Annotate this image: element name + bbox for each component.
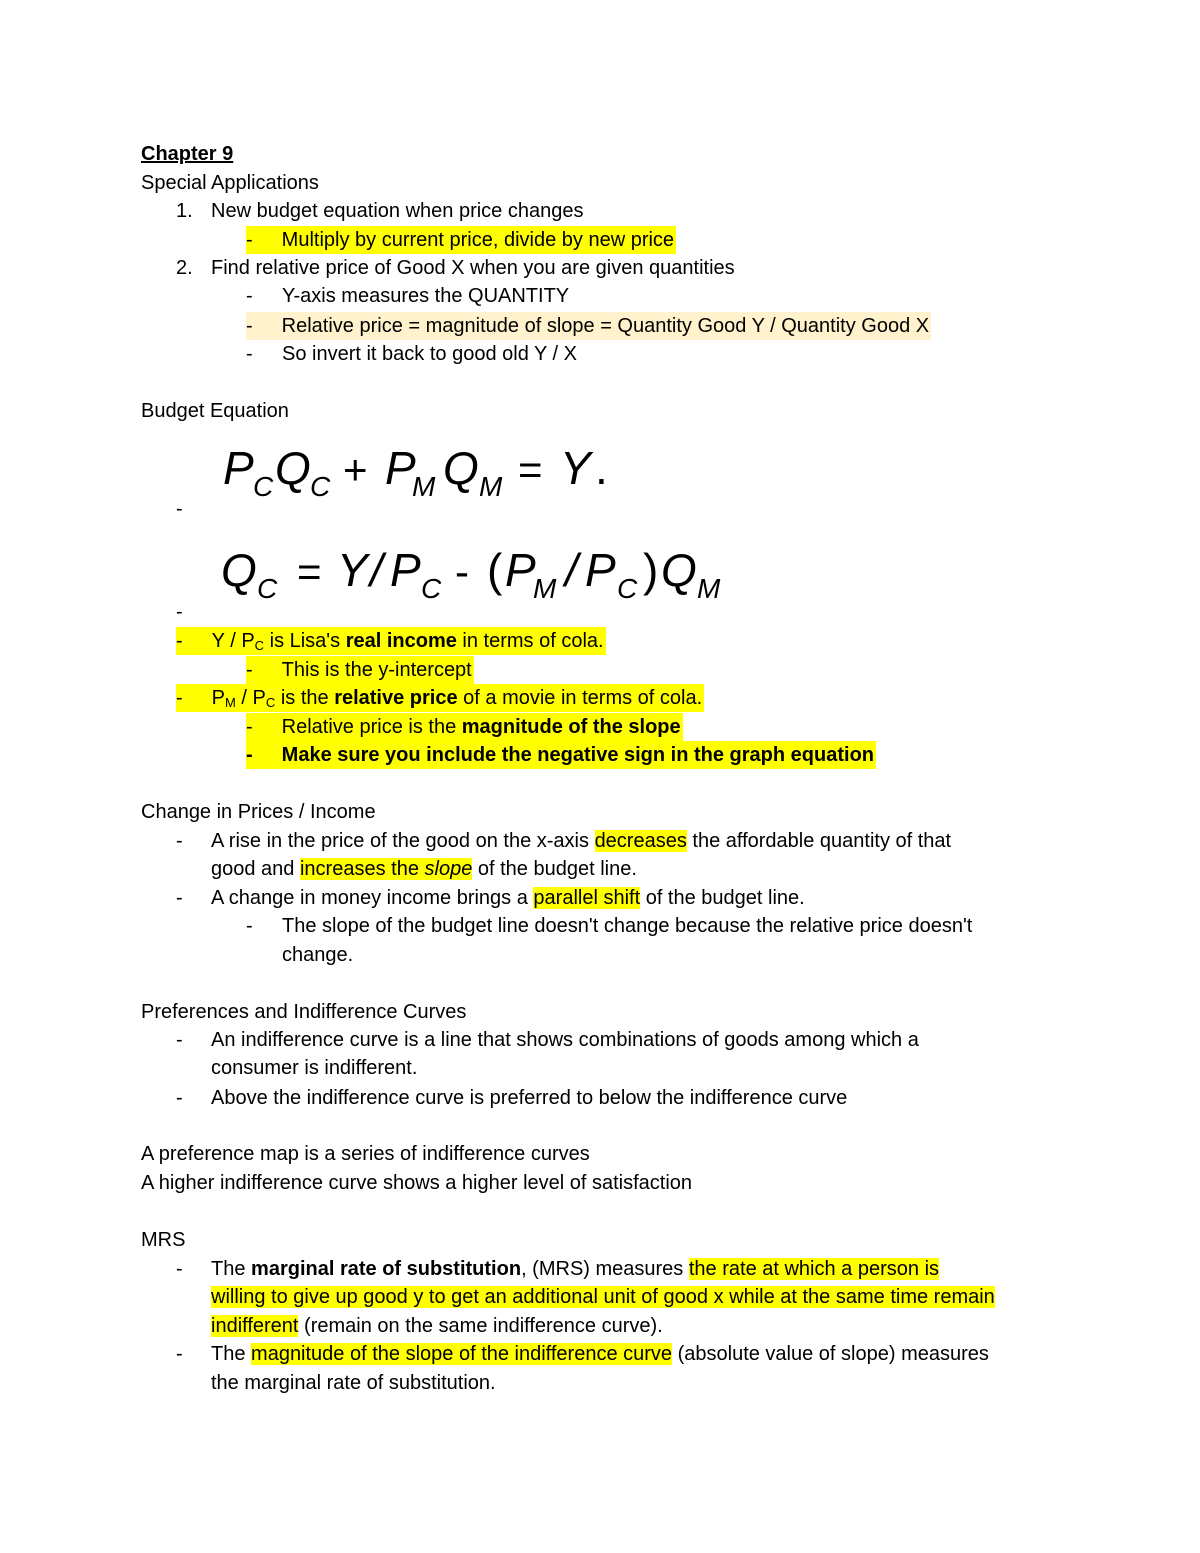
eq-symbol-y: Y — [337, 544, 368, 596]
sub-item-text: Relative price = magnitude of slope = Quantity Good Y / Quantity Good X — [281, 315, 930, 337]
change-heading: Change in Prices / Income — [141, 801, 376, 823]
highlighted-sub-item: - Make sure you include the negative sign in the graph equation — [246, 741, 876, 769]
eq-equals: = — [297, 548, 322, 595]
eq-symbol-p: P — [390, 544, 421, 596]
chapter-title: Chapter 9 — [141, 143, 234, 165]
eq-symbol-p: P — [385, 442, 416, 494]
eq-subscript-m: M — [697, 573, 721, 604]
eq-symbol-p: P — [585, 544, 616, 596]
dash-marker: - — [176, 498, 183, 520]
dash-marker: - — [176, 630, 183, 652]
dash-marker: - — [246, 915, 253, 937]
bullet-text-continued: consumer is indifferent. — [211, 1057, 418, 1079]
eq-dot: . — [595, 442, 608, 494]
bullet-text-continued: willing to give up good y to get an additional unit of good x while at the same time remain — [211, 1286, 995, 1308]
paragraph: A higher indifference curve shows a higher level of satisfaction — [141, 1172, 693, 1194]
eq-slash: / — [565, 544, 578, 596]
eq-subscript-c: C — [257, 573, 278, 604]
eq-slash: / — [370, 544, 383, 596]
dash-marker: - — [246, 315, 253, 337]
highlighted-sub-item — [246, 226, 676, 254]
dash-marker: - — [176, 601, 183, 623]
eq-subscript-c: C — [310, 471, 331, 502]
eq-symbol-p: P — [223, 442, 254, 494]
bullet-text-continued: good and increases the slope of the budget line. — [211, 858, 637, 880]
bullet-text: The magnitude of the slope of the indifference curve (absolute value of slope) measures — [211, 1343, 989, 1365]
bullet-text: A rise in the price of the good on the x-axis decreases the affordable quantity of that — [211, 830, 952, 852]
dash-marker: - — [176, 887, 183, 909]
mrs-heading: MRS — [141, 1229, 186, 1251]
dash-marker: - — [176, 1087, 183, 1109]
dash-marker: - — [246, 285, 253, 307]
bullet-text: A change in money income brings a parallel shift of the budget line. — [211, 887, 805, 909]
dash-marker: - — [246, 659, 253, 681]
eq-symbol-y: Y — [560, 442, 591, 494]
sub-item: So invert it back to good old Y / X — [282, 343, 577, 365]
eq-subscript-c: C — [421, 573, 442, 604]
sub-item: Y-axis measures the QUANTITY — [282, 285, 570, 307]
bullet-text: The marginal rate of substitution, (MRS) measures the rate at which a person is — [211, 1258, 940, 1280]
eq-plus: + — [343, 446, 368, 493]
dash-marker: - — [176, 1258, 183, 1280]
preferences-heading: Preferences and Indifference Curves — [141, 1001, 467, 1023]
dash-marker: - — [246, 716, 253, 738]
eq-subscript-m: M — [533, 573, 557, 604]
eq-symbol-q: Q — [661, 544, 697, 596]
eq-subscript-c: C — [617, 573, 638, 604]
dash-marker: - — [246, 343, 253, 365]
eq-symbol-q: Q — [275, 442, 311, 494]
sub-item-text: Multiply by current price, divide by new price — [281, 229, 675, 251]
eq-close-paren: ) — [643, 544, 659, 596]
highlighted-sub-item: - Relative price is the magnitude of the slope — [246, 713, 683, 741]
paragraph: A preference map is a series of indifference curves — [141, 1143, 590, 1165]
dash-marker: - — [176, 830, 183, 852]
list-item: New budget equation when price changes — [211, 200, 584, 222]
bullet-text: Above the indifference curve is preferred to below the indifference curve — [211, 1087, 848, 1109]
dash-marker: - — [246, 229, 253, 251]
eq-subscript-c: C — [253, 471, 274, 502]
eq-open-paren: ( — [487, 544, 503, 596]
eq-symbol-p: P — [505, 544, 536, 596]
bullet-text-continued: the marginal rate of substitution. — [211, 1372, 496, 1394]
eq-equals: = — [518, 446, 543, 493]
special-applications-heading: Special Applications — [141, 172, 319, 194]
eq-subscript-m: M — [412, 471, 436, 502]
dash-marker: - — [176, 1343, 183, 1365]
budget-equation-1 — [215, 440, 635, 510]
highlighted-sub-item — [246, 312, 931, 340]
eq-minus: - — [455, 548, 469, 595]
sub-item-continued: change. — [282, 944, 354, 966]
bullet-text-continued: indifferent (remain on the same indifference curve). — [211, 1315, 663, 1337]
bullet-text: An indifference curve is a line that shows combinations of goods among which a — [211, 1029, 919, 1051]
highlighted-sub-item: - This is the y-intercept — [246, 656, 474, 684]
eq-symbol-q: Q — [443, 442, 479, 494]
dash-marker: - — [246, 744, 253, 766]
list-number: 1. — [176, 200, 193, 222]
budget-equation-heading: Budget Equation — [141, 400, 289, 422]
highlighted-bullet: - $P_M / P_C$ is the relative price of a movie in terms of cola. — [176, 684, 704, 712]
eq-subscript-m: M — [479, 471, 503, 502]
dash-marker: - — [176, 1029, 183, 1051]
highlighted-bullet: - Y / $P_C$ is Lisa's real income in terms of cola. — [176, 627, 606, 655]
list-number: 2. — [176, 257, 193, 279]
sub-item: The slope of the budget line doesn't change because the relative price doesn't — [282, 915, 973, 937]
list-item: Find relative price of Good X when you are given quantities — [211, 257, 735, 279]
dash-marker: - — [176, 687, 183, 709]
eq-symbol-q: Q — [221, 544, 257, 596]
budget-equation-2 — [215, 540, 755, 610]
